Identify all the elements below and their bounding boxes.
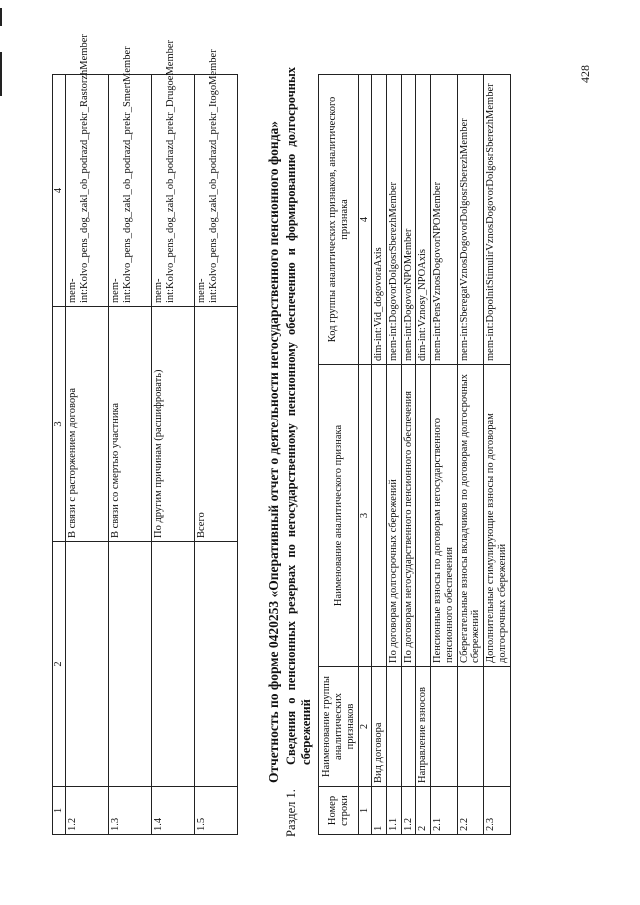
table-row (194, 75, 237, 835)
column-number: 4 (359, 75, 372, 365)
table-row (151, 75, 194, 835)
attribute-code: dim-int:Vznosy_NPOAxis (416, 75, 431, 365)
row-number: 2 (416, 787, 431, 835)
group-name: Вид договора (372, 667, 387, 787)
group-name (484, 667, 511, 787)
continuation-table (52, 34, 238, 835)
report-heading (266, 67, 314, 837)
attribute-name: Пенсионные взносы по договорам негосударственного пенсионного обеспечения (431, 365, 458, 667)
attribute-name: Всего (194, 307, 237, 542)
attribute-code: mem-int:Kolvo_pens_dog_zakl_ob_podrazd_prekr_RastorzhMember (65, 75, 108, 307)
attribute-name: В связи со смертью участника (108, 307, 151, 542)
section-label: Раздел 1. (284, 789, 298, 837)
group-name (151, 542, 194, 787)
column-number: 1 (359, 787, 372, 835)
column-number-row (359, 75, 372, 835)
attribute-code: mem-int:PensVznosDogovorNPOMember (431, 75, 458, 365)
column-header: Номер строки (319, 787, 359, 835)
group-name: Направление взносов (416, 667, 431, 787)
attribute-name: Дополнительные стимулирующие взносы по договорам долгосрочных сбережений (484, 365, 511, 667)
row-number: 2.1 (431, 787, 458, 835)
group-name (386, 667, 401, 787)
row-number: 1 (372, 787, 387, 835)
attribute-code: mem-int:Kolvo_pens_dog_zakl_ob_podrazd_prekr_ItogoMember (194, 75, 237, 307)
attribute-name: В связи с расторжением договора (65, 307, 108, 542)
attribute-code: dim-int:Vid_dogovoraAxis (372, 75, 387, 365)
attribute-name: По договорам долгосрочных сбережений (386, 365, 401, 667)
column-number: 3 (359, 365, 372, 667)
row-number: 1.1 (386, 787, 401, 835)
attribute-name: Сберегательные взносы вкладчиков по договорам долгосрочных сбережений (457, 365, 484, 667)
group-name (194, 542, 237, 787)
attribute-code: mem-int:DogovorDolgosrSberezhMember (386, 75, 401, 365)
page-number: 428 (578, 65, 592, 83)
row-number: 2.3 (484, 787, 511, 835)
attribute-code: mem-int:DopolnitStimulirVznosDogovorDolgosrSberezhMember (484, 75, 511, 365)
section-title: Сведения о пенсионных резервах по негосударственному пенсионному обеспечению и формированию долгосрочных сбережений (284, 67, 313, 765)
column-number: 2 (359, 667, 372, 787)
attribute-name: По другим причинам (расшифровать) (151, 307, 194, 542)
column-header: Наименование аналитического признака (319, 365, 359, 667)
attribute-name: По договорам негосударственного пенсионного обеспечения (401, 365, 416, 667)
table-row (401, 75, 416, 835)
group-name (65, 542, 108, 787)
attribute-name (372, 365, 387, 667)
table-row (431, 75, 458, 835)
group-name (431, 667, 458, 787)
attribute-code: mem-int:Kolvo_pens_dog_zakl_ob_podrazd_prekr_DrugoeMember (151, 75, 194, 307)
attributes-table (318, 74, 511, 835)
column-number: 1 (53, 787, 66, 835)
row-number: 2.2 (457, 787, 484, 835)
row-number: 1.2 (65, 787, 108, 835)
group-name (401, 667, 416, 787)
table-row (108, 75, 151, 835)
column-number: 2 (53, 542, 66, 787)
column-header: Наименование группы аналитических признаков (319, 667, 359, 787)
table-row (484, 75, 511, 835)
row-number: 1.3 (108, 787, 151, 835)
table-row (372, 75, 387, 835)
row-number: 1.2 (401, 787, 416, 835)
section-heading (284, 67, 314, 837)
table-row (457, 75, 484, 835)
attribute-code: mem-int:DogovorNPOMember (401, 75, 416, 365)
attribute-name (416, 365, 431, 667)
table-row (416, 75, 431, 835)
report-title: Отчетность по форме 0420253 «Оперативный отчет о деятельности негосударственного пенсионного фонда» (266, 120, 281, 784)
header-row (319, 75, 359, 835)
column-number: 4 (53, 75, 66, 307)
row-number: 1.4 (151, 787, 194, 835)
table-row (65, 75, 108, 835)
group-name (457, 667, 484, 787)
row-number: 1.5 (194, 787, 237, 835)
column-number-row (53, 75, 66, 835)
table-row (386, 75, 401, 835)
attribute-code: mem-int:Kolvo_pens_dog_zakl_ob_podrazd_prekr_SmertMember (108, 75, 151, 307)
group-name (108, 542, 151, 787)
column-number: 3 (53, 307, 66, 542)
attribute-code: mem-int:SberegatVznosDogovorDolgosrSberezhMember (457, 75, 484, 365)
column-header: Код группы аналитических признаков, аналитического признака (319, 75, 359, 365)
